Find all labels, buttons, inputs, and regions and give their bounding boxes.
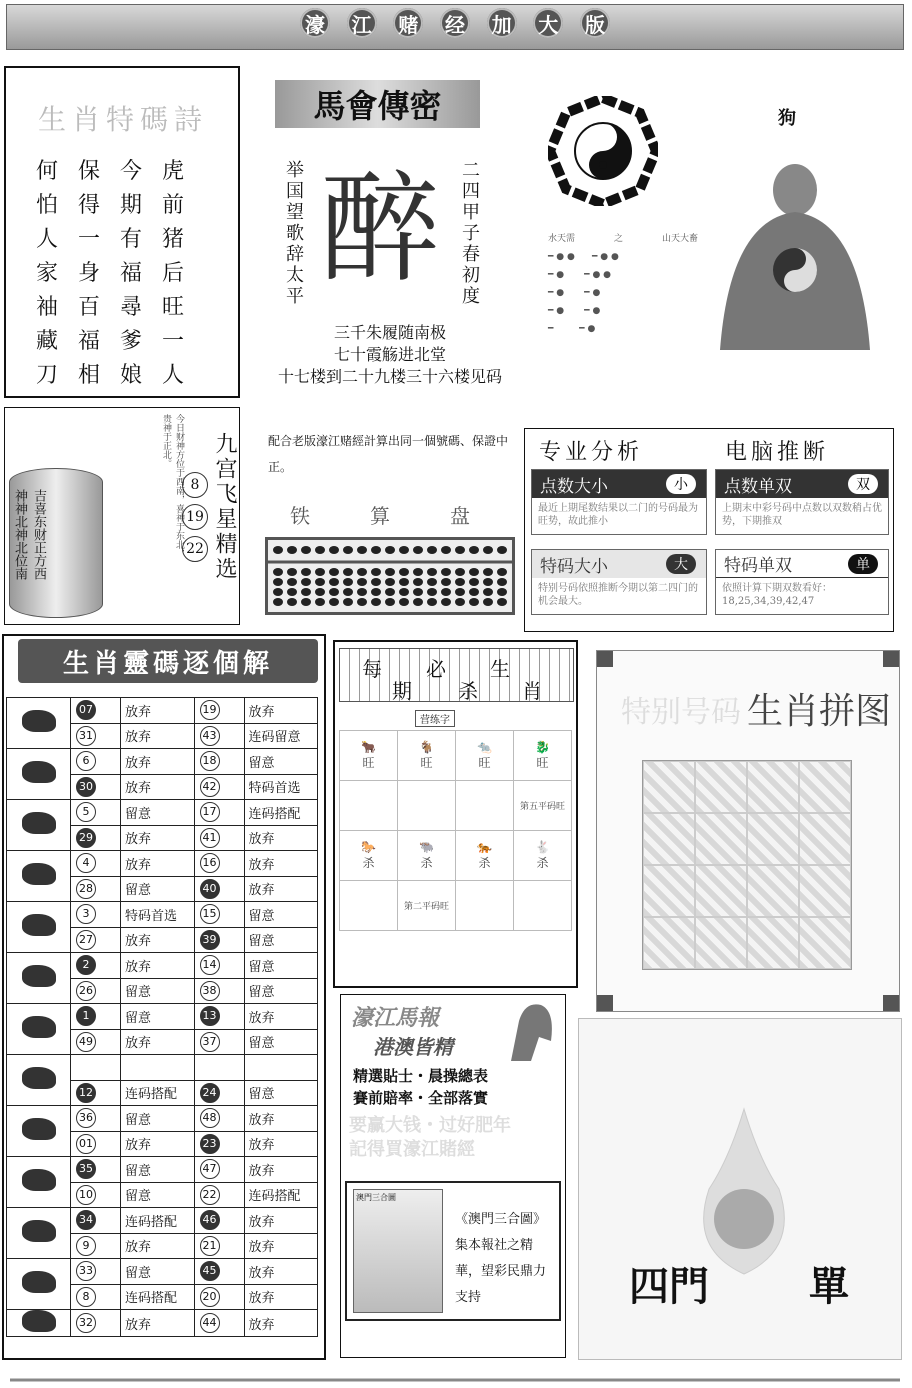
poem-column: 保 得 一 身 百 福 相 [78, 159, 101, 388]
horse-head-icon [501, 1001, 557, 1063]
zodiac-number: 8 [76, 1287, 96, 1307]
zodiac-number: 4 [76, 853, 96, 873]
zodiac-advice: 放弃 [244, 1208, 318, 1234]
verse-lines: 三千朱履随南极 七十霞觞进北堂 十七楼到二十九楼三十六楼见码 [277, 323, 502, 386]
zodiac-animal-icon [22, 812, 56, 834]
zodiac-advice: 特码首选 [121, 902, 195, 928]
big-character: 醉 [320, 160, 440, 299]
zodiac-number: 16 [200, 853, 220, 873]
zodiac-number: 5 [76, 802, 96, 822]
zodiac-advice: 留意 [121, 1004, 195, 1030]
zodiac-title: 生肖靈碼逐個解 [18, 639, 318, 683]
zodiac-number: 43 [200, 726, 220, 746]
footer-divider [0, 1372, 912, 1388]
zodiac-number: 27 [76, 930, 96, 950]
zodiac-number: 18 [200, 751, 220, 771]
zodiac-advice: 连码搭配 [121, 1080, 195, 1106]
table-row [7, 1259, 318, 1285]
zodiac-advice: 放弃 [244, 876, 318, 902]
horse-news-subtitle: 港澳皆精 [373, 1035, 453, 1059]
zodiac-advice: 放弃 [121, 825, 195, 851]
hexagram-table: 水天需 之 山天大畜 ━ ● ● ━ ● ● ━ ● ━ ● ● ━ ● ━ ● ━ ● ━ ● ━ ━ ● [548, 234, 698, 334]
mahui-title: 馬會傳密 [275, 80, 480, 128]
zodiac-advice: 放弃 [244, 1259, 318, 1285]
zodiac-number: 13 [200, 1006, 220, 1026]
kill-tag: 营练字 [415, 710, 455, 727]
analysis-panel [524, 428, 894, 632]
zodiac-number: 28 [76, 879, 96, 899]
zodiac-advice: 连码搭配 [244, 1182, 318, 1208]
zodiac-number: 32 [76, 1313, 96, 1333]
zodiac-advice: 留意 [244, 749, 318, 775]
zodiac-number: 23 [200, 1134, 220, 1154]
analysis-card: 特码大小 大 特别号码依照推断今期以第二四门的机会最大。 [531, 549, 707, 615]
abacus-label: 铁 算 盘 [290, 504, 470, 528]
zodiac-animal-icon [22, 863, 56, 885]
analysis-title-left: 专业分析 [539, 440, 644, 465]
zodiac-advice: 放弃 [121, 1131, 195, 1157]
table-row [7, 851, 318, 877]
zodiac-number: 07 [76, 700, 96, 720]
poem-column: 何 怕 人 家 袖 藏 刀 [36, 159, 59, 388]
right-vertical-verse: 二四甲子春初度 [459, 160, 480, 307]
table-row [7, 953, 318, 979]
puzzle-title-light: 特别号码 [621, 695, 741, 730]
zodiac-number: 3 [76, 904, 96, 924]
poem-column: 今 期 有 福 尋 爹 娘 [120, 159, 143, 388]
zodiac-number: 39 [200, 930, 220, 950]
zodiac-number: 34 [76, 1210, 96, 1230]
zodiac-number: 10 [76, 1185, 96, 1205]
zodiac-number: 26 [76, 981, 96, 1001]
zodiac-animal-icon [22, 1310, 56, 1332]
analysis-card: 特码单双 单 依照计算下期双数看好：18,25,34,39,42,47 [715, 549, 889, 615]
four-gates-left: 四門 [629, 1264, 709, 1310]
zodiac-number: 29 [76, 828, 96, 848]
zodiac-number: 44 [200, 1313, 220, 1333]
table-row [7, 1055, 318, 1081]
table-row [7, 1208, 318, 1234]
zodiac-number: 24 [200, 1083, 220, 1103]
horse-news-title: 濠江馬報 [351, 1005, 440, 1031]
zodiac-advice: 放弃 [244, 698, 318, 724]
zodiac-number: 12 [76, 1083, 96, 1103]
zodiac-advice: 放弃 [121, 1233, 195, 1259]
zodiac-animal-icon [22, 965, 56, 987]
zodiac-number: 48 [200, 1108, 220, 1128]
zodiac-advice: 留意 [121, 978, 195, 1004]
ad-thumbnail: 澳門三合圖 [353, 1189, 443, 1313]
god-cylinder: 吉神 喜神 东北 财神 正北 方位 西南 [9, 468, 103, 618]
sage-figure-icon [700, 150, 890, 360]
zodiac-advice: 留意 [244, 1029, 318, 1055]
zodiac-advice: 连码搭配 [121, 1284, 195, 1310]
zodiac-number: 6 [76, 751, 96, 771]
banner-char: 经 [440, 8, 470, 38]
zodiac-advice: 连码留意 [244, 723, 318, 749]
nine-palace-title: 九宫飞星精选 [212, 432, 237, 582]
zodiac-advice: 放弃 [244, 1157, 318, 1183]
zodiac-animal-icon [22, 1169, 56, 1191]
zodiac-table [6, 697, 318, 1337]
dog-label: 狗 [778, 108, 796, 129]
zodiac-number: 14 [200, 955, 220, 975]
kill-grid: 🐂 旺 🐐 旺 🐀 旺 🐉 旺 第五平码旺 🐎 杀 🐃 杀 🐅 杀 🐇 杀 第二平码旺 [339, 730, 572, 931]
zodiac-advice: 留意 [244, 978, 318, 1004]
analysis-card: 点数单双 双 上期末中彩号码中点数以双数稍占优势，下期推双 [715, 469, 889, 535]
four-gates-right: 單 [809, 1264, 849, 1310]
banner-char: 加 [487, 8, 517, 38]
zodiac-animal-icon [22, 1118, 56, 1140]
zodiac-number: 38 [200, 981, 220, 1001]
abacus-icon [265, 537, 515, 615]
zodiac-number: 17 [200, 802, 220, 822]
table-row [7, 1310, 318, 1337]
banner-char: 版 [580, 8, 610, 38]
poem-panel [4, 66, 240, 398]
zodiac-number: 35 [76, 1159, 96, 1179]
zodiac-advice: 特码首选 [244, 774, 318, 800]
table-row [7, 749, 318, 775]
zodiac-advice: 留意 [121, 876, 195, 902]
kill-header: 每 期 必 杀 生 肖 [339, 648, 574, 702]
zodiac-number: 20 [200, 1287, 220, 1307]
zodiac-animal-icon [22, 710, 56, 732]
zodiac-advice: 放弃 [121, 1029, 195, 1055]
zodiac-number: 19 [200, 700, 220, 720]
zodiac-advice: 放弃 [121, 698, 195, 724]
pear-icon [689, 1099, 799, 1279]
zodiac-advice: 放弃 [121, 953, 195, 979]
zodiac-number: 15 [200, 904, 220, 924]
zodiac-number: 47 [200, 1159, 220, 1179]
zodiac-number: 22 [200, 1185, 220, 1205]
zodiac-advice: 留意 [121, 1106, 195, 1132]
table-row [7, 800, 318, 826]
zodiac-number: 01 [76, 1134, 96, 1154]
four-gates-panel [578, 1018, 902, 1360]
zodiac-advice: 放弃 [244, 1131, 318, 1157]
zodiac-advice: 放弃 [244, 1004, 318, 1030]
bagua-icon [548, 96, 658, 206]
banner-title [300, 8, 610, 38]
zodiac-number: 21 [200, 1236, 220, 1256]
zodiac-advice [244, 1055, 318, 1081]
zodiac-number: 40 [200, 879, 220, 899]
zodiac-advice: 放弃 [121, 774, 195, 800]
zodiac-advice: 留意 [121, 800, 195, 826]
zodiac-advice: 放弃 [121, 723, 195, 749]
table-row [7, 698, 318, 724]
banner-char: 江 [347, 8, 377, 38]
zodiac-advice: 放弃 [244, 1106, 318, 1132]
puzzle-title: 生肖拼图 [747, 691, 892, 732]
zodiac-advice: 留意 [244, 902, 318, 928]
zodiac-advice [121, 1055, 195, 1081]
nine-palace-panel [4, 407, 240, 625]
zodiac-number: 1 [76, 1006, 96, 1026]
zodiac-animal-icon [22, 761, 56, 783]
banner-char: 赌 [393, 8, 423, 38]
zodiac-advice: 留意 [121, 1259, 195, 1285]
zodiac-number: 30 [76, 777, 96, 797]
banner-char: 濠 [300, 8, 330, 38]
zodiac-advice: 放弃 [121, 851, 195, 877]
horse-news-panel: 濠江馬報 港澳皆精 精選貼士・晨操總表 賽前賠率・全部落實 要赢大钱・过好肥年 記得買濠江賭經 澳門三合圖 《澳門三合圖》集本報社之精華，望彩民鼎力支持 [340, 994, 566, 1358]
zodiac-advice: 放弃 [244, 1233, 318, 1259]
zodiac-advice: 留意 [121, 1157, 195, 1183]
zodiac-number: 49 [76, 1032, 96, 1052]
notice-text: 配合老版濠江赌經計算出同一個號碼、保證中正。 [268, 434, 509, 474]
zodiac-advice: 留意 [244, 1080, 318, 1106]
zodiac-number: 41 [200, 828, 220, 848]
zodiac-number: 33 [76, 1261, 96, 1281]
poem-title: 生肖特碼詩 [38, 103, 209, 136]
table-row [7, 1106, 318, 1132]
zodiac-number: 46 [200, 1210, 220, 1230]
lucky-number: 22 [182, 536, 208, 562]
kill-zodiac-panel [333, 640, 578, 988]
poem-column: 虎 前 猪 后 旺 一 人 [162, 159, 185, 388]
zodiac-number: 36 [76, 1108, 96, 1128]
zodiac-advice: 留意 [121, 1182, 195, 1208]
zodiac-number: 2 [76, 955, 96, 975]
lucky-number: 8 [182, 472, 208, 498]
lucky-number: 19 [182, 504, 208, 530]
zodiac-advice: 放弃 [244, 1284, 318, 1310]
analysis-card: 点数大小 小 最近上期尾数结果以二门的号码最为旺势，故此推小 [531, 469, 707, 535]
zodiac-number: 31 [76, 726, 96, 746]
banner-char: 大 [533, 8, 563, 38]
zodiac-advice: 放弃 [121, 927, 195, 953]
zodiac-number: 45 [200, 1261, 220, 1281]
zodiac-advice: 连码搭配 [121, 1208, 195, 1234]
ad-box: 澳門三合圖 《澳門三合圖》集本報社之精華，望彩民鼎力支持 [345, 1181, 561, 1321]
zodiac-advice: 放弃 [244, 825, 318, 851]
zodiac-advice: 留意 [244, 953, 318, 979]
zodiac-number: 42 [200, 777, 220, 797]
table-row [7, 902, 318, 928]
zodiac-advice: 留意 [244, 927, 318, 953]
zodiac-animal-icon [22, 914, 56, 936]
zodiac-advice: 放弃 [121, 1310, 195, 1337]
zodiac-advice: 连码搭配 [244, 800, 318, 826]
zodiac-advice: 放弃 [244, 1310, 318, 1337]
left-vertical-verse: 举国望歌辞太平 [283, 160, 304, 307]
zodiac-animal-icon [22, 1016, 56, 1038]
palace-body-text: 今日财神方位于西南，喜神于东北，贵神于正北。 [161, 414, 184, 558]
zodiac-advice: 放弃 [244, 851, 318, 877]
table-row [7, 1157, 318, 1183]
zodiac-advice: 放弃 [121, 749, 195, 775]
zodiac-number: 37 [200, 1032, 220, 1052]
zodiac-number: 9 [76, 1236, 96, 1256]
table-row [7, 1004, 318, 1030]
zodiac-animal-icon [22, 1067, 56, 1089]
analysis-title-right: 电脑推断 [725, 440, 830, 465]
zodiac-animal-icon [22, 1271, 56, 1293]
zodiac-animal-icon [22, 1220, 56, 1242]
puzzle-grid [642, 760, 852, 970]
